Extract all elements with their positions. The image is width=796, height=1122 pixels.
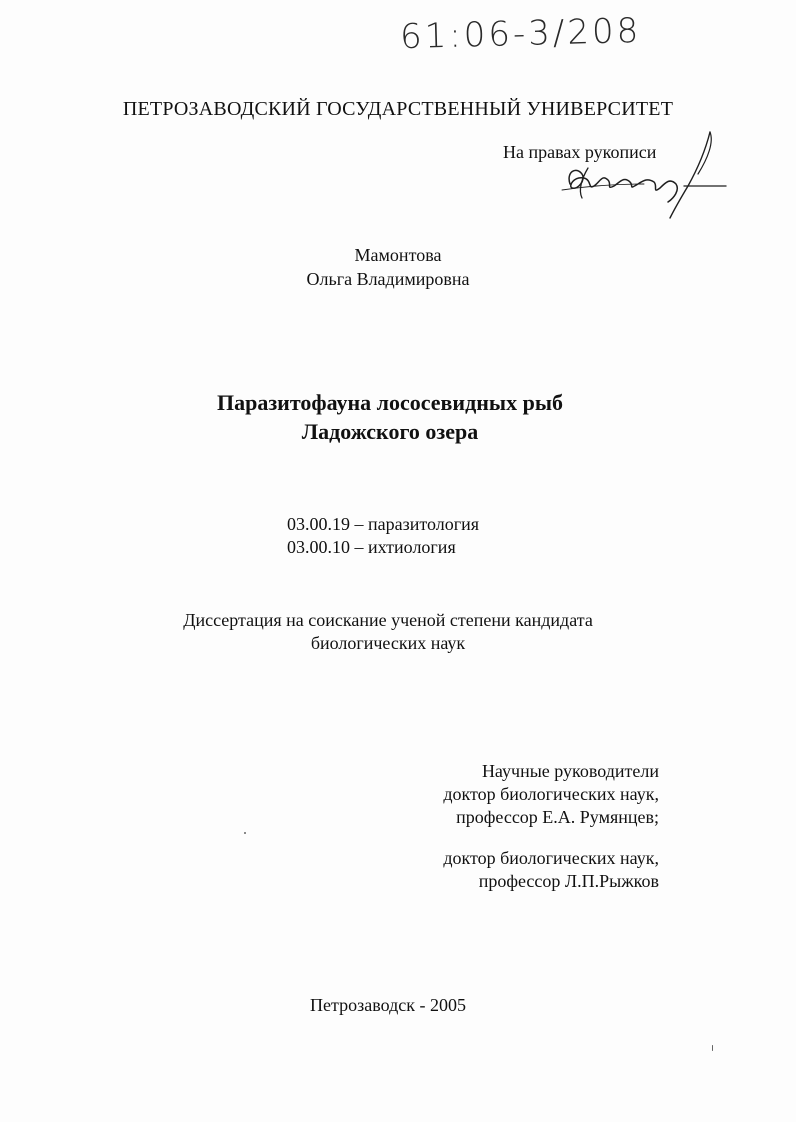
city-year: Петрозаводск - 2005 <box>310 995 466 1015</box>
specialty-item: 03.00.10 – ихтиология <box>287 537 456 557</box>
dissertation-title <box>0 388 780 446</box>
specialty-codes <box>287 513 479 559</box>
spacer <box>443 829 659 847</box>
university-name: ПЕТРОЗАВОДСКИЙ ГОСУДАРСТВЕННЫЙ УНИВЕРСИТЕТ <box>122 98 674 120</box>
degree-line-1: Диссертация на соискание ученой степени кандидата <box>183 610 593 630</box>
dissertation-degree <box>0 609 776 655</box>
handwritten-archive-code: 61:06-3/208 <box>399 10 642 58</box>
title-line-1: Паразитофауна лососевидных рыб <box>216 390 564 415</box>
supervisor-1-degree: доктор биологических наук, <box>443 784 659 804</box>
author-given-names: Ольга Владимировна <box>306 269 470 289</box>
supervisors-block <box>443 760 659 893</box>
supervisors-heading: Научные руководители <box>481 761 659 781</box>
author-surname: Мамонтова <box>354 245 442 265</box>
supervisor-2-degree: доктор биологических наук, <box>443 848 659 868</box>
rights-note: На правах рукописи <box>503 142 657 162</box>
title-line-2: Ладожского озера <box>301 419 479 444</box>
supervisor-1-name: профессор Е.А. Румянцев; <box>456 807 659 827</box>
scan-speck <box>712 1045 713 1051</box>
degree-line-2: биологических наук <box>310 633 466 653</box>
signature-icon <box>548 128 738 220</box>
supervisor-2-name: профессор Л.П.Рыжков <box>478 871 659 891</box>
scan-speck <box>244 832 246 834</box>
specialty-item: 03.00.19 – паразитология <box>287 514 480 534</box>
